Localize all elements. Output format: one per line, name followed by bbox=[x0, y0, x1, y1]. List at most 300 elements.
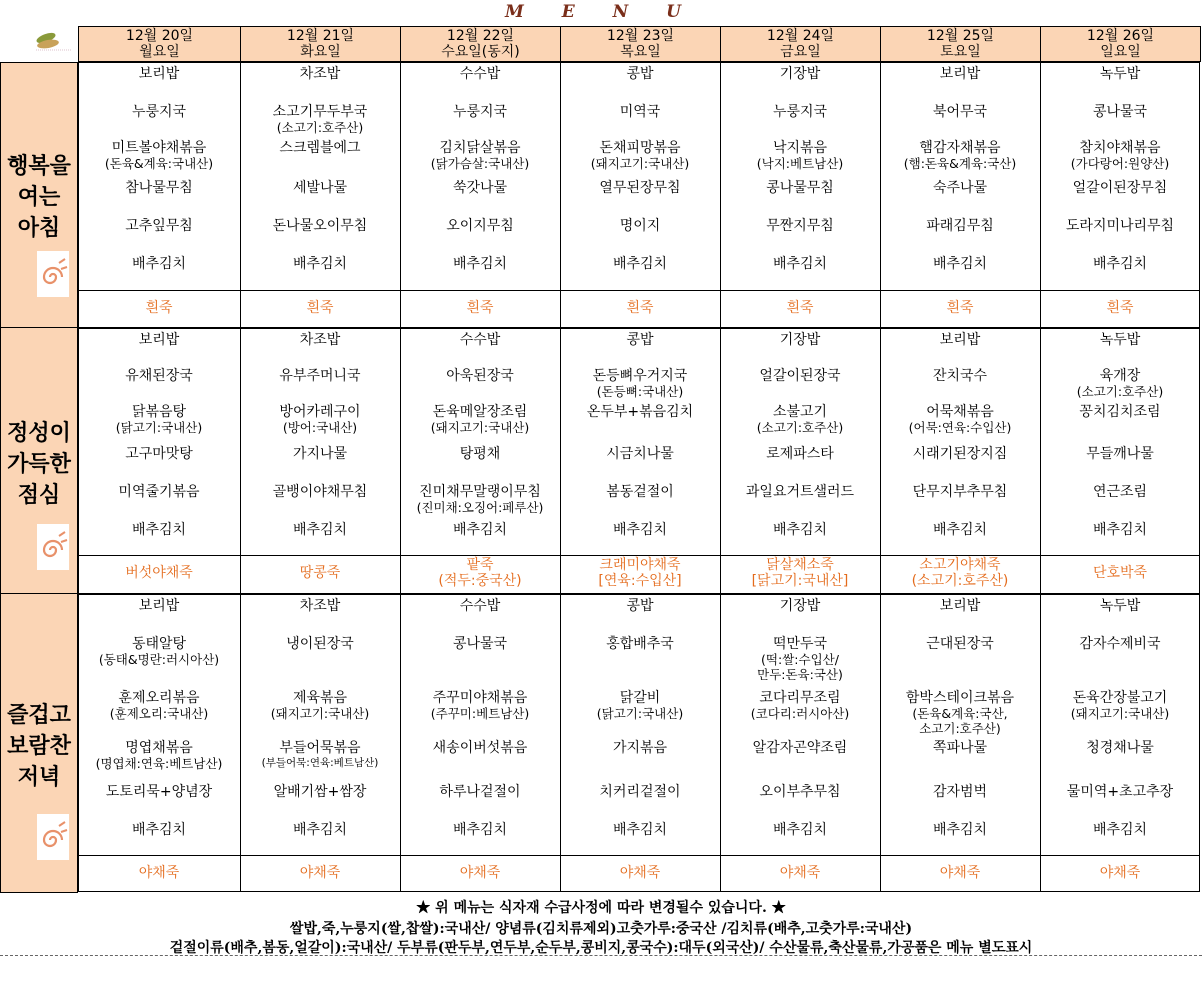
porridge-name: 땅콩죽 bbox=[299, 565, 341, 581]
menu-item-name: 기장밥 bbox=[779, 66, 821, 82]
menu-item-name: 탕평채 bbox=[459, 446, 501, 462]
menu-item bbox=[720, 104, 880, 120]
day-weekday: 월요일 bbox=[139, 44, 180, 60]
menu-item-name: 코다리무조림 bbox=[759, 690, 841, 706]
menu-item bbox=[240, 404, 400, 435]
day-weekday: 일요일 bbox=[1100, 44, 1141, 60]
menu-item-origin: (소고기:호주산) bbox=[756, 420, 844, 435]
porridge-item bbox=[880, 300, 1040, 316]
menu-item bbox=[1040, 66, 1200, 82]
menu-item-name: 얼갈이된장무침 bbox=[1072, 180, 1168, 196]
menu-item-origin: (방어:국내산) bbox=[282, 420, 358, 435]
menu-item-origin: (닭가슴살:국내산) bbox=[430, 156, 530, 171]
menu-item bbox=[1040, 484, 1200, 500]
porridge-item bbox=[400, 300, 560, 316]
menu-item-name: 녹두밥 bbox=[1099, 66, 1141, 82]
menu-item-name: 골뱅이야채무침 bbox=[272, 484, 368, 500]
porridge-item bbox=[560, 557, 720, 589]
menu-item bbox=[400, 180, 560, 196]
menu-item-name: 감자범벅 bbox=[932, 784, 988, 800]
menu-item-name: 기장밥 bbox=[779, 598, 821, 614]
porridge-item bbox=[1040, 565, 1200, 581]
menu-item-name: 연근조림 bbox=[1092, 484, 1148, 500]
porridge-item bbox=[78, 865, 240, 881]
menu-item-name: 참치야채볶음 bbox=[1079, 140, 1161, 156]
menu-item-name: 배추김치 bbox=[452, 256, 508, 272]
menu-item-name: 하루나겉절이 bbox=[439, 784, 521, 800]
menu-item bbox=[78, 256, 240, 272]
porridge-name: 흰죽 bbox=[786, 300, 814, 316]
day-header bbox=[78, 26, 241, 62]
menu-item bbox=[720, 784, 880, 800]
menu-item-name: 얼갈이된장국 bbox=[759, 368, 841, 384]
menu-item bbox=[1040, 822, 1200, 838]
menu-item bbox=[78, 180, 240, 196]
menu-item bbox=[400, 446, 560, 462]
menu-item bbox=[880, 104, 1040, 120]
menu-item-name: 콩밥 bbox=[626, 598, 654, 614]
porridge-item bbox=[240, 865, 400, 881]
menu-item-origin: (낙지:베트남산) bbox=[756, 156, 844, 171]
menu-item-name: 소불고기 bbox=[772, 404, 828, 420]
menu-item-name: 수수밥 bbox=[459, 66, 501, 82]
porridge-name: 단호박죽 bbox=[1092, 565, 1148, 581]
menu-item-name: 온두부+볶음김치 bbox=[586, 404, 694, 420]
menu-item-name: 콩나물국 bbox=[452, 636, 508, 652]
menu-item-name: 배추김치 bbox=[1092, 522, 1148, 538]
menu-item bbox=[1040, 446, 1200, 462]
menu-item bbox=[560, 404, 720, 420]
menu-item-name: 근대된장국 bbox=[926, 636, 994, 652]
menu-item-name: 로제파스타 bbox=[766, 446, 834, 462]
porridge-name: 야채죽 bbox=[779, 865, 821, 881]
menu-item-origin: (부들어묵:연육:베트남산) bbox=[261, 757, 379, 769]
menu-item bbox=[560, 740, 720, 756]
menu-item-name: 배추김치 bbox=[612, 256, 668, 272]
menu-item-origin: (돼지고기:국내산) bbox=[270, 706, 370, 721]
menu-item bbox=[240, 180, 400, 196]
porridge-item bbox=[78, 565, 240, 581]
menu-item bbox=[720, 522, 880, 538]
menu-item bbox=[880, 66, 1040, 82]
menu-item-name: 동태알탕 bbox=[131, 636, 187, 652]
menu-item bbox=[880, 784, 1040, 800]
menu-item bbox=[78, 636, 240, 667]
notice-change: ★ 위 메뉴는 식자재 수급사정에 따라 변경될수 있습니다. ★ bbox=[416, 900, 786, 916]
menu-item bbox=[720, 140, 880, 171]
menu-item bbox=[1040, 368, 1200, 399]
menu-item-name: 도라지미나리무침 bbox=[1065, 218, 1175, 234]
day-header bbox=[880, 26, 1041, 62]
menu-item-name: 차조밥 bbox=[299, 332, 341, 348]
menu-item bbox=[1040, 690, 1200, 721]
menu-item-name: 시래기된장지짐 bbox=[912, 446, 1008, 462]
menu-item-origin: (햄:돈육&계육:국산) bbox=[903, 156, 1017, 171]
spiral-deco-icon bbox=[37, 524, 69, 570]
menu-item-name: 누룽지국 bbox=[772, 104, 828, 120]
menu-item bbox=[78, 740, 240, 771]
porridge-origin: [연육:수입산] bbox=[598, 573, 682, 589]
menu-item-name: 미트볼야채볶음 bbox=[111, 140, 207, 156]
menu-item-name: 과일요거트샐러드 bbox=[745, 484, 855, 500]
porridge-item bbox=[1040, 865, 1200, 881]
menu-item bbox=[78, 484, 240, 500]
menu-item bbox=[400, 598, 560, 614]
day-date: 12월 22일 bbox=[446, 28, 515, 44]
porridge-name: 야채죽 bbox=[459, 865, 501, 881]
menu-item bbox=[400, 404, 560, 435]
menu-item bbox=[400, 218, 560, 234]
porridge-item bbox=[560, 865, 720, 881]
porridge-item bbox=[1040, 300, 1200, 316]
menu-title: M E N U bbox=[505, 2, 697, 22]
spiral-deco-icon bbox=[37, 251, 69, 297]
porridge-name: 흰죽 bbox=[145, 300, 173, 316]
day-header bbox=[720, 26, 881, 62]
menu-item-name: 냉이된장국 bbox=[286, 636, 354, 652]
menu-item bbox=[880, 822, 1040, 838]
menu-item bbox=[560, 332, 720, 348]
menu-item-name: 무짠지무침 bbox=[766, 218, 834, 234]
menu-item-name: 유채된장국 bbox=[125, 368, 193, 384]
menu-item-name: 쑥갓나물 bbox=[452, 180, 508, 196]
menu-item-name: 김치닭살볶음 bbox=[439, 140, 521, 156]
menu-item bbox=[1040, 218, 1200, 234]
menu-item-name: 치커리겉절이 bbox=[599, 784, 681, 800]
menu-item bbox=[880, 256, 1040, 272]
menu-item-name: 방어카레구이 bbox=[279, 404, 361, 420]
menu-item-name: 배추김치 bbox=[131, 256, 187, 272]
notice-origin-1: 쌀밥,죽,누룽지(쌀,찹쌀):국내산/ 양념류(김치류제외)고춧가루:중국산 /김치류(배추,고춧가루:국내산) bbox=[289, 921, 913, 937]
day-date: 12월 23일 bbox=[606, 28, 675, 44]
menu-item bbox=[560, 446, 720, 462]
menu-item-name: 배추김치 bbox=[292, 522, 348, 538]
porridge-item bbox=[240, 565, 400, 581]
porridge-name: 흰죽 bbox=[1106, 300, 1134, 316]
menu-item-origin: (진미채:오징어:페루산) bbox=[416, 500, 544, 515]
menu-item-name: 시금치나물 bbox=[606, 446, 674, 462]
menu-item bbox=[880, 218, 1040, 234]
porridge-name: 흰죽 bbox=[946, 300, 974, 316]
menu-item bbox=[1040, 256, 1200, 272]
leaf-logo-icon bbox=[28, 26, 76, 58]
menu-item-name: 햄감자채볶음 bbox=[919, 140, 1001, 156]
menu-item bbox=[78, 66, 240, 82]
menu-item-name: 열무된장무침 bbox=[599, 180, 681, 196]
meal-divider bbox=[78, 327, 1200, 329]
menu-item-name: 콩밥 bbox=[626, 332, 654, 348]
menu-item-origin: (훈제오리:국내산) bbox=[109, 706, 209, 721]
menu-item bbox=[78, 104, 240, 120]
menu-item-name: 배추김치 bbox=[452, 522, 508, 538]
porridge-divider bbox=[78, 555, 1200, 556]
menu-item bbox=[1040, 522, 1200, 538]
day-weekday: 토요일 bbox=[940, 44, 981, 60]
menu-item bbox=[720, 822, 880, 838]
menu-item bbox=[720, 598, 880, 614]
menu-item-name: 돈육간장불고기 bbox=[1072, 690, 1168, 706]
meal-label-breakfast bbox=[0, 62, 78, 328]
menu-item-origin: (소고기:호주산) bbox=[276, 120, 364, 135]
menu-item-name: 보리밥 bbox=[939, 598, 981, 614]
menu-item-name: 잔치국수 bbox=[932, 368, 988, 384]
meal-label-dinner bbox=[0, 593, 78, 893]
menu-item-name: 육개장 bbox=[1099, 368, 1141, 384]
menu-item-name: 낙지볶음 bbox=[772, 140, 828, 156]
menu-item-name: 고구마맛탕 bbox=[125, 446, 193, 462]
menu-item bbox=[400, 484, 560, 515]
menu-item-origin: (소고기:호주산) bbox=[1076, 384, 1164, 399]
menu-item bbox=[400, 140, 560, 171]
menu-item bbox=[240, 66, 400, 82]
porridge-item bbox=[78, 300, 240, 316]
menu-item bbox=[78, 446, 240, 462]
menu-item-origin: (닭고기:국내산) bbox=[596, 706, 684, 721]
menu-item bbox=[78, 140, 240, 171]
porridge-name: 야채죽 bbox=[619, 865, 661, 881]
menu-item bbox=[560, 140, 720, 171]
meal-label-text: 즐겁고 보람찬 저녁 bbox=[7, 703, 71, 790]
menu-item-name: 가지나물 bbox=[292, 446, 348, 462]
menu-item-name: 차조밥 bbox=[299, 598, 341, 614]
menu-item-name: 아욱된장국 bbox=[446, 368, 514, 384]
menu-item-name: 배추김치 bbox=[772, 522, 828, 538]
menu-item-name: 배추김치 bbox=[131, 822, 187, 838]
menu-item bbox=[240, 522, 400, 538]
menu-item-name: 훈제오리볶음 bbox=[118, 690, 200, 706]
menu-item-name: 수수밥 bbox=[459, 332, 501, 348]
menu-item bbox=[720, 66, 880, 82]
menu-item-name: 배추김치 bbox=[932, 256, 988, 272]
menu-item bbox=[240, 218, 400, 234]
menu-item-name: 명이지 bbox=[619, 218, 661, 234]
menu-item bbox=[880, 522, 1040, 538]
day-header bbox=[240, 26, 401, 62]
menu-item-name: 배추김치 bbox=[292, 256, 348, 272]
menu-item bbox=[240, 636, 400, 652]
menu-item-origin: (돼지고기:국내산) bbox=[430, 420, 530, 435]
menu-item-name: 돈육메알장조림 bbox=[432, 404, 528, 420]
menu-item-name: 고추잎무침 bbox=[125, 218, 193, 234]
porridge-item bbox=[240, 300, 400, 316]
menu-item bbox=[720, 180, 880, 196]
menu-item-name: 배추김치 bbox=[131, 522, 187, 538]
porridge-origin: (소고기:호주산) bbox=[911, 573, 1009, 589]
porridge-name: 닭살채소죽 bbox=[766, 557, 834, 573]
porridge-item bbox=[880, 557, 1040, 589]
porridge-name: 팥죽 bbox=[466, 557, 494, 573]
menu-item-name: 물미역+초고추장 bbox=[1066, 784, 1174, 800]
porridge-name: 야채죽 bbox=[138, 865, 180, 881]
menu-item-origin: (가다랑어:원양산) bbox=[1070, 156, 1170, 171]
menu-item bbox=[880, 404, 1040, 435]
menu-item-name: 도토리묵+양념장 bbox=[105, 784, 213, 800]
menu-item bbox=[240, 484, 400, 500]
menu-item bbox=[240, 332, 400, 348]
day-date: 12월 25일 bbox=[926, 28, 995, 44]
menu-item bbox=[560, 784, 720, 800]
menu-item bbox=[78, 690, 240, 721]
menu-item-name: 알감자곤약조림 bbox=[752, 740, 848, 756]
menu-item-name: 유부주머니국 bbox=[279, 368, 361, 384]
menu-item bbox=[880, 484, 1040, 500]
menu-item-origin: (돼지고기:국내산) bbox=[590, 156, 690, 171]
menu-item-name: 배추김치 bbox=[772, 256, 828, 272]
porridge-name: 흰죽 bbox=[306, 300, 334, 316]
menu-item-name: 배추김치 bbox=[1092, 256, 1148, 272]
menu-item bbox=[560, 636, 720, 652]
menu-item-name: 배추김치 bbox=[292, 822, 348, 838]
menu-item-name: 보리밥 bbox=[138, 66, 180, 82]
menu-item bbox=[720, 218, 880, 234]
porridge-name: 흰죽 bbox=[466, 300, 494, 316]
menu-item-name: 함박스테이크볶음 bbox=[905, 690, 1015, 706]
menu-item bbox=[400, 66, 560, 82]
menu-item-name: 콩나물국 bbox=[1092, 104, 1148, 120]
menu-item-name: 오이부추무침 bbox=[759, 784, 841, 800]
menu-item-name: 보리밥 bbox=[138, 598, 180, 614]
menu-item bbox=[400, 256, 560, 272]
porridge-item bbox=[720, 865, 880, 881]
menu-item-name: 누룽지국 bbox=[452, 104, 508, 120]
menu-item bbox=[240, 140, 400, 156]
menu-item-name: 닭볶음탕 bbox=[131, 404, 187, 420]
menu-item-name: 알배기쌈+쌈장 bbox=[273, 784, 367, 800]
menu-item-name: 진미채무말랭이무침 bbox=[419, 484, 541, 500]
menu-item bbox=[240, 104, 400, 135]
porridge-item bbox=[400, 557, 560, 589]
menu-item-name: 홍합배추국 bbox=[606, 636, 674, 652]
menu-item bbox=[720, 740, 880, 756]
menu-item bbox=[880, 140, 1040, 171]
menu-item bbox=[560, 690, 720, 721]
menu-item bbox=[78, 218, 240, 234]
day-header bbox=[1040, 26, 1201, 62]
menu-item-name: 수수밥 bbox=[459, 598, 501, 614]
menu-item-name: 보리밥 bbox=[939, 66, 981, 82]
menu-item-origin: (동태&명란:러시아산) bbox=[98, 652, 220, 667]
day-header bbox=[400, 26, 561, 62]
day-date: 12월 24일 bbox=[766, 28, 835, 44]
menu-item bbox=[720, 404, 880, 435]
menu-item bbox=[1040, 104, 1200, 120]
menu-item bbox=[1040, 740, 1200, 756]
menu-item bbox=[560, 522, 720, 538]
menu-item bbox=[720, 446, 880, 462]
spiral-deco-icon bbox=[37, 814, 69, 860]
menu-item bbox=[1040, 784, 1200, 800]
menu-item bbox=[720, 368, 880, 384]
menu-item-name: 기장밥 bbox=[779, 332, 821, 348]
menu-item-name: 배추김치 bbox=[932, 522, 988, 538]
menu-item bbox=[720, 690, 880, 721]
menu-item-name: 숙주나물 bbox=[932, 180, 988, 196]
day-date: 12월 20일 bbox=[125, 28, 194, 44]
menu-item-name: 세발나물 bbox=[292, 180, 348, 196]
menu-item bbox=[400, 636, 560, 652]
menu-item-name: 봄동겉절이 bbox=[606, 484, 674, 500]
porridge-name: 야채죽 bbox=[1099, 865, 1141, 881]
menu-item-name: 돈채피망볶음 bbox=[599, 140, 681, 156]
menu-item-origin: (코다리:러시아산) bbox=[750, 706, 850, 721]
menu-item bbox=[400, 522, 560, 538]
menu-item bbox=[880, 690, 1040, 736]
porridge-name: 야채죽 bbox=[939, 865, 981, 881]
menu-item bbox=[560, 822, 720, 838]
porridge-item bbox=[560, 300, 720, 316]
menu-item bbox=[1040, 404, 1200, 420]
menu-item bbox=[400, 822, 560, 838]
menu-item bbox=[78, 368, 240, 384]
menu-item-name: 미역국 bbox=[619, 104, 661, 120]
menu-item-name: 스크렘블에그 bbox=[279, 140, 361, 156]
menu-item bbox=[78, 598, 240, 614]
menu-item-name: 배추김치 bbox=[1092, 822, 1148, 838]
menu-item bbox=[240, 598, 400, 614]
menu-item bbox=[400, 740, 560, 756]
menu-item bbox=[560, 104, 720, 120]
menu-item-name: 꽁치김치조림 bbox=[1079, 404, 1161, 420]
menu-item bbox=[400, 784, 560, 800]
meal-label-text: 정성이 가득한 점심 bbox=[7, 421, 71, 508]
menu-item bbox=[1040, 598, 1200, 614]
day-date: 12월 26일 bbox=[1086, 28, 1155, 44]
menu-item-origin: (돈육&계육:국내산) bbox=[104, 156, 214, 171]
menu-item bbox=[78, 822, 240, 838]
meal-divider bbox=[78, 593, 1200, 595]
meal-label-lunch bbox=[0, 327, 78, 594]
porridge-item bbox=[400, 865, 560, 881]
menu-item bbox=[880, 636, 1040, 652]
menu-item-name: 배추김치 bbox=[932, 822, 988, 838]
menu-item bbox=[560, 180, 720, 196]
menu-item bbox=[1040, 636, 1200, 652]
menu-item bbox=[78, 332, 240, 348]
day-weekday: 수요일(동지) bbox=[441, 44, 520, 60]
menu-item bbox=[880, 332, 1040, 348]
menu-item-name: 배추김치 bbox=[612, 522, 668, 538]
menu-item-name: 명엽채볶음 bbox=[125, 740, 193, 756]
menu-item-name: 닭갈비 bbox=[619, 690, 661, 706]
menu-item bbox=[720, 484, 880, 500]
menu-item-name: 보리밥 bbox=[939, 332, 981, 348]
menu-item bbox=[400, 690, 560, 721]
menu-item-origin: (떡:쌀:수입산/ 만두:돈육:국산) bbox=[757, 652, 843, 682]
menu-item bbox=[880, 598, 1040, 614]
menu-item bbox=[1040, 332, 1200, 348]
menu-item-origin: (돼지고기:국내산) bbox=[1070, 706, 1170, 721]
menu-item bbox=[78, 784, 240, 800]
menu-item-origin: (닭고기:국내산) bbox=[115, 420, 203, 435]
menu-item bbox=[720, 256, 880, 272]
menu-item-name: 가지볶음 bbox=[612, 740, 668, 756]
notice-origin-2: 겉절이류(배추,봄동,얼갈이):국내산/ 두부류(판두부,연두부,순두부,콩비지,콩국수):대두(외국산)/ 수산물류,축산물류,가공품은 메뉴 별도표시 bbox=[169, 940, 1033, 956]
menu-item-name: 무들깨나물 bbox=[1086, 446, 1154, 462]
menu-item bbox=[880, 446, 1040, 462]
menu-item bbox=[1040, 140, 1200, 171]
menu-item-name: 파래김무침 bbox=[926, 218, 994, 234]
porridge-name: 야채죽 bbox=[299, 865, 341, 881]
menu-item bbox=[560, 218, 720, 234]
porridge-item bbox=[720, 557, 880, 589]
menu-item-origin: (어묵:연육:수입산) bbox=[908, 420, 1012, 435]
day-weekday: 금요일 bbox=[780, 44, 821, 60]
menu-item-name: 차조밥 bbox=[299, 66, 341, 82]
menu-item-name: 콩밥 bbox=[626, 66, 654, 82]
menu-item-name: 돈나물오이무침 bbox=[272, 218, 368, 234]
menu-item-name: 미역줄기볶음 bbox=[118, 484, 200, 500]
menu-item-name: 소고기무두부국 bbox=[272, 104, 368, 120]
